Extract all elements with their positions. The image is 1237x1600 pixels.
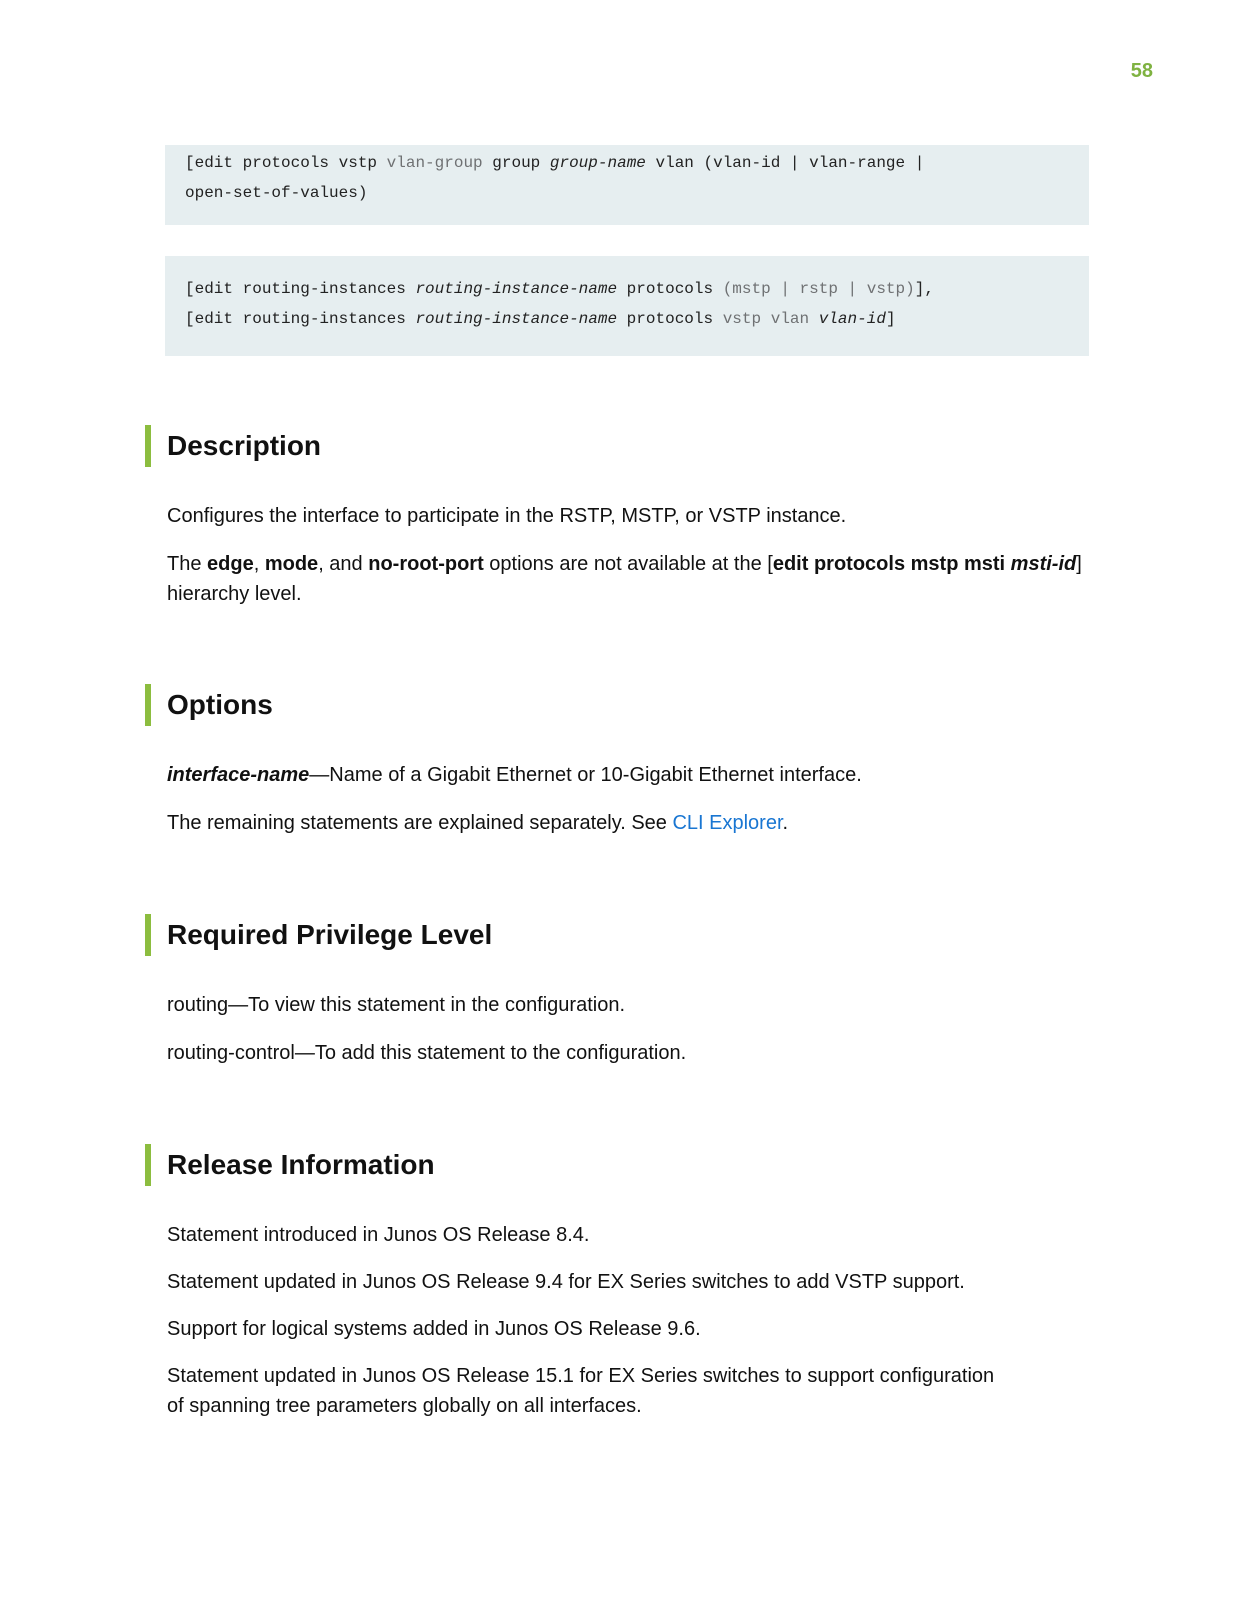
code-text: open-set-of-values) xyxy=(185,184,368,202)
code-variable: routing-instance-name xyxy=(415,280,618,298)
code-text: protocols xyxy=(617,280,723,298)
code-text: [edit routing-instances xyxy=(185,280,416,298)
release-paragraph-1: Statement introduced in Junos OS Release 8.4. xyxy=(167,1224,590,1246)
release-paragraph-4: Statement updated in Junos OS Release 15.1 for EX Series switches to support configuration of spanning tree parameters globally on all interfaces. xyxy=(167,1365,995,1417)
code-text: vstp vlan xyxy=(722,310,819,328)
description-heading: Description xyxy=(145,425,1095,467)
code-variable: vlan-id xyxy=(818,310,886,328)
options-paragraph-1: interface-name—Name of a Gigabit Ethernet or 10-Gigabit Ethernet interface. xyxy=(167,764,862,786)
release-heading: Release Information xyxy=(145,1144,1095,1186)
hierarchy-path: edit protocols mstp msti xyxy=(772,553,1011,575)
code-variable: routing-instance-name xyxy=(415,310,618,328)
code-variable: group-name xyxy=(549,154,646,172)
code-text: (mstp | rstp | vstp) xyxy=(722,280,915,298)
options-paragraph-2: The remaining statements are explained separately. See CLI Explorer. xyxy=(167,812,789,834)
code-line xyxy=(185,178,1069,208)
option-interface-name: interface-name xyxy=(167,764,310,786)
release-paragraph-2: Statement updated in Junos OS Release 9.4 for EX Series switches to add VSTP support. xyxy=(167,1271,965,1293)
privilege-heading: Required Privilege Level xyxy=(145,914,1095,956)
code-block-vlan-group xyxy=(165,145,1089,225)
hierarchy-variable: msti-id xyxy=(1010,553,1077,575)
release-section xyxy=(145,1144,1095,1421)
description-paragraph-2: The edge, mode, and no-root-port options are not available at the [edit protocols mstp msti msti-id] hierarchy level. xyxy=(167,553,1082,605)
code-text: [edit routing-instances xyxy=(185,310,416,328)
cli-explorer-link[interactable]: CLI Explorer xyxy=(672,812,783,834)
code-block-routing-instances xyxy=(165,256,1089,356)
option-mode: mode xyxy=(264,553,319,575)
privilege-section xyxy=(145,914,1095,1068)
privilege-paragraph-2: routing-control—To add this statement to the configuration. xyxy=(167,1042,687,1064)
option-edge: edge xyxy=(207,553,254,575)
option-no-root-port: no-root-port xyxy=(368,553,484,575)
code-text: protocols xyxy=(617,310,723,328)
code-text: ] xyxy=(885,310,896,328)
privilege-paragraph-1: routing—To view this statement in the configuration. xyxy=(167,994,626,1016)
page-number: 58 xyxy=(1130,60,1153,82)
code-text: ], xyxy=(914,280,934,298)
description-paragraph-1: Configures the interface to participate in the RSTP, MSTP, or VSTP instance. xyxy=(167,505,847,527)
code-line xyxy=(185,148,1069,178)
options-heading: Options xyxy=(145,684,1095,726)
code-text: [edit protocols vstp xyxy=(185,154,387,172)
code-line xyxy=(185,274,1069,304)
code-text: vlan-group xyxy=(386,154,483,172)
options-section xyxy=(145,684,1095,838)
code-text: group xyxy=(482,154,550,172)
description-section xyxy=(145,425,1095,609)
release-paragraph-3: Support for logical systems added in Junos OS Release 9.6. xyxy=(167,1318,701,1340)
code-line xyxy=(185,304,1069,334)
code-text: vlan (vlan-id | vlan-range | xyxy=(645,154,925,172)
